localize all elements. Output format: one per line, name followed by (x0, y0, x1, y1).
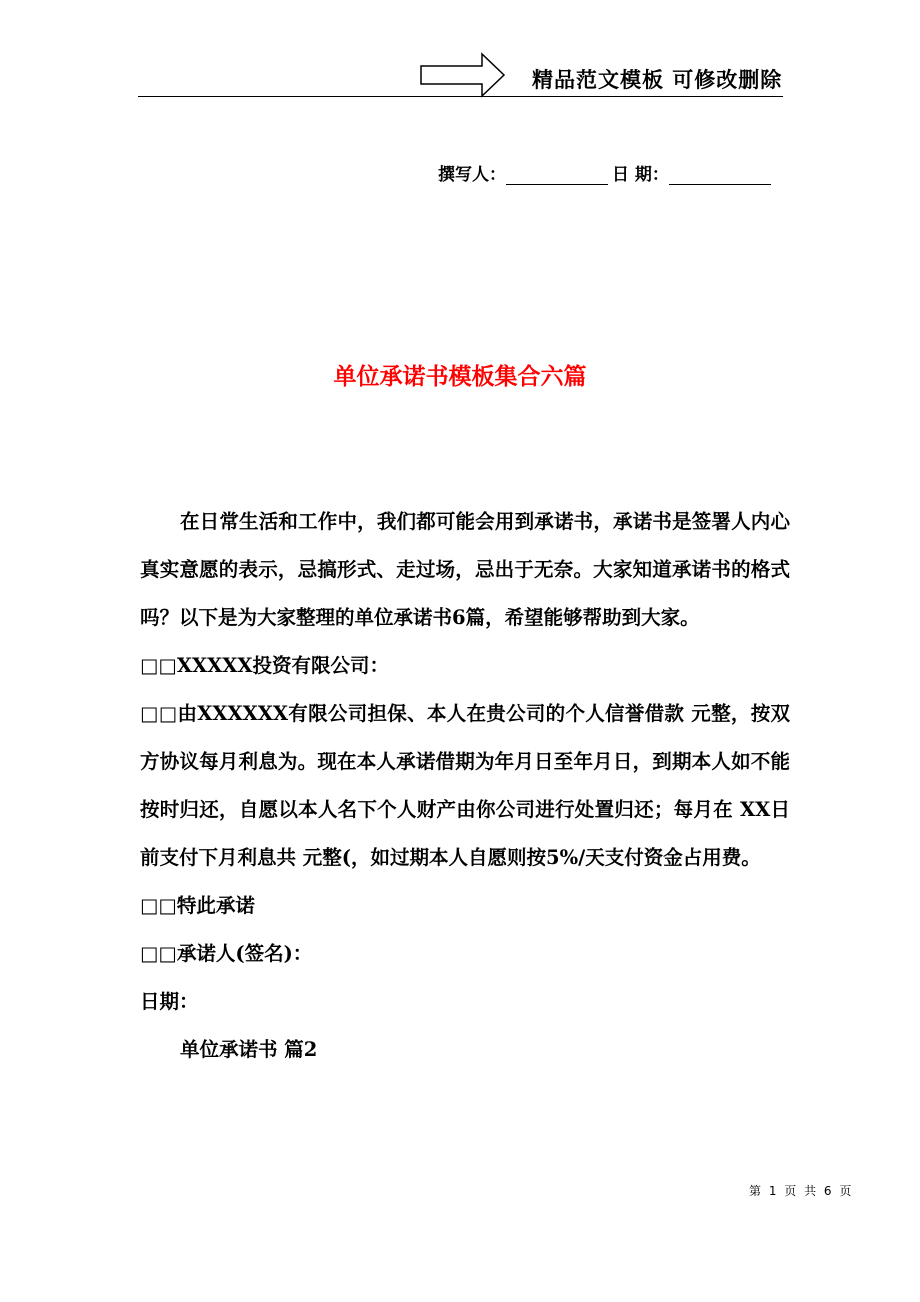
author-blank (506, 166, 608, 185)
header-divider (138, 96, 783, 97)
next-section-heading: 单位承诺书 篇2 (180, 1038, 318, 1061)
author-date-line (438, 160, 775, 185)
author-label: 撰写人： (438, 165, 506, 185)
closing-line: □□特此承诺 (140, 894, 255, 917)
page-number: 第 1 页 共 6 页 (749, 1184, 854, 1198)
right-arrow-outline-icon (420, 52, 506, 98)
document-body (140, 498, 790, 1074)
header-label: 精品范文模板 可修改删除 (532, 68, 783, 92)
main-paragraph: □□由XXXXXX有限公司担保、本人在贵公司的个人信誉借款 元整，按双方协议每月利息为。现在本人承诺借期为年月日至年月日，到期本人如不能按时归还，自愿以本人名下个人财产由你公司进行处置归还；每月在 XX日前支付下月利息共 元整(，如过期本人自愿则按5%/天支付资金占用费。 (140, 702, 790, 869)
date-line: 日期： (140, 990, 199, 1013)
document-title: 单位承诺书模板集合六篇 (333, 364, 587, 390)
addressee-line: □□XXXXX投资有限公司： (140, 654, 389, 677)
intro-paragraph: 在日常生活和工作中，我们都可能会用到承诺书，承诺书是签署人内心真实意愿的表示，忌搞形式、走过场，忌出于无奈。大家知道承诺书的格式吗？以下是为大家整理的单位承诺书6篇，希望能够帮助到大家。 (140, 510, 790, 629)
date-blank (669, 166, 771, 185)
date-label: 日 期： (612, 165, 669, 185)
signer-line: □□承诺人(签名)： (140, 942, 313, 965)
